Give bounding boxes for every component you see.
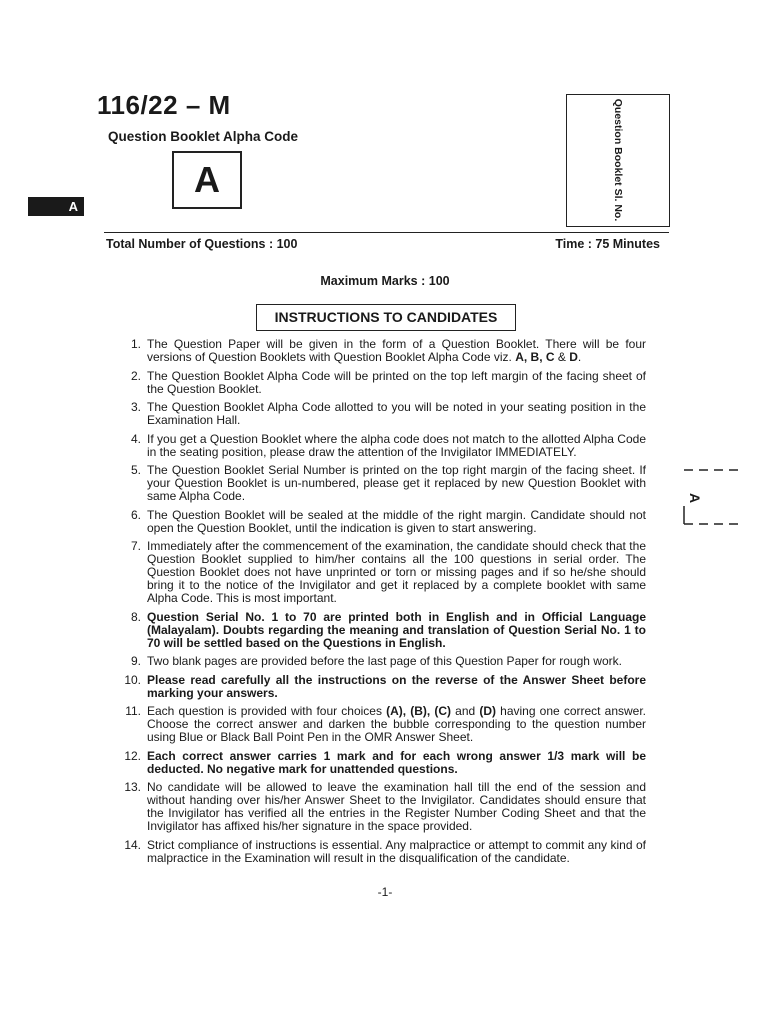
- instruction-text: [147, 705, 646, 744]
- time-allowed: Time : 75 Minutes: [555, 237, 660, 251]
- header-divider: [104, 232, 669, 233]
- instruction-text-segment: No candidate will be allowed to leave the examination hall till the end of the session and without handing over his/her Answer Sheet to the Invigilator. Candidates should ensure that the Invigilator has verified all the entries in the Register Number Coding Sheet and that the Invigilator has affixed his/her signature in the space provided.: [147, 780, 646, 833]
- instruction-item: [118, 705, 646, 744]
- instruction-text-segment: The Question Booklet Alpha Code allotted to you will be noted in your seating position in the Examination Hall.: [147, 400, 646, 427]
- instruction-item: [118, 839, 646, 865]
- instruction-item: [118, 509, 646, 535]
- instruction-number: 8.: [130, 609, 141, 624]
- instruction-text: [147, 401, 646, 427]
- instruction-number: 10.: [124, 672, 141, 687]
- instruction-text: [147, 370, 646, 396]
- page-number: -1-: [377, 885, 393, 899]
- instruction-text-segment: The Question Booklet Serial Number is printed on the top right margin of the facing sheet. If your Question Booklet is un-numbered, please get it replaced by new Question Booklet with same Alpha Code.: [147, 463, 646, 503]
- instruction-item: [118, 401, 646, 427]
- instruction-item: [118, 370, 646, 396]
- instruction-text-segment: having one correct answer. Choose the correct answer and darken the bubble corresponding to the question number using Blue or Black Ball Point Pen in the OMR Answer Sheet.: [147, 704, 647, 744]
- instruction-number: 5.: [130, 463, 141, 477]
- instructions-title: INSTRUCTIONS TO CANDIDATES: [256, 304, 516, 331]
- serial-number-label: Question Booklet Sl. No.: [612, 98, 624, 222]
- instruction-item: [118, 611, 646, 650]
- instruction-number: 4.: [130, 431, 141, 446]
- instruction-text: [147, 540, 646, 605]
- instructions-list: [118, 338, 646, 870]
- maximum-marks: Maximum Marks : 100: [320, 274, 450, 288]
- instruction-number: 7.: [130, 539, 141, 553]
- alpha-code-box: A: [172, 151, 242, 209]
- instruction-text: [147, 611, 646, 650]
- instruction-number: 1.: [130, 337, 141, 351]
- instruction-text-segment: If you get a Question Booklet where the alpha code does not match to the allotted Alpha Code in the seating position, please draw the attention of the Invigilator IMMEDIATELY.: [147, 431, 646, 459]
- instruction-number: 11.: [125, 704, 141, 718]
- side-tab-letter: A: [28, 197, 84, 216]
- instruction-text: [147, 433, 646, 459]
- instruction-text: [147, 781, 646, 833]
- instruction-number: 3.: [130, 400, 141, 414]
- instruction-number: 13.: [124, 780, 141, 794]
- instruction-text-segment: Immediately after the commencement of the examination, the candidate should check that the Question Booklet supplied to him/her contains all the 100 questions in serial order. The Question Booklet does not have unprinted or torn or missing pages and if so he/she should bring it to the notice of the Invigilator and get it replaced by a complete booklet with same Alpha Code. This is most important.: [147, 539, 646, 605]
- instruction-text-segment: &: [554, 350, 570, 364]
- instruction-text: [147, 464, 646, 503]
- instruction-text-segment: Each question is provided with four choices: [147, 704, 387, 718]
- exam-code: 116/22 – M: [97, 90, 231, 120]
- instruction-item: [118, 750, 646, 776]
- instruction-text-segment: The Question Paper will be given in the form of a Question Booklet. There will be four versions of Question Booklets with Question Booklet Alpha Code viz.: [147, 337, 646, 364]
- instruction-number: 9.: [130, 654, 141, 668]
- alpha-code-label: Question Booklet Alpha Code: [108, 129, 299, 144]
- instruction-number: 12.: [124, 748, 141, 763]
- instruction-text-segment: (D): [479, 704, 497, 718]
- instruction-text: [147, 674, 646, 700]
- total-questions: Total Number of Questions : 100: [106, 237, 298, 251]
- instruction-text: [147, 509, 646, 535]
- instruction-text-segment: (A), (B), (C): [386, 704, 452, 718]
- instruction-number: 6.: [130, 507, 141, 522]
- instruction-item: [118, 540, 646, 605]
- instruction-text: [147, 839, 646, 865]
- instruction-text-segment: The Question Booklet Alpha Code will be printed on the top left margin of the facing sheet of the Question Booklet.: [147, 368, 646, 396]
- instruction-text: [147, 655, 646, 668]
- instruction-text-segment: .: [577, 350, 582, 364]
- instruction-text-segment: Each correct answer carries 1 mark and for each wrong answer 1/3 mark will be deducted. No negative mark for unattended questions.: [147, 748, 646, 776]
- instruction-item: [118, 674, 646, 700]
- instruction-text: [147, 750, 646, 776]
- instruction-item: [118, 655, 646, 668]
- instruction-number: 14.: [124, 837, 141, 852]
- instruction-text-segment: Strict compliance of instructions is essential. Any malpractice or attempt to commit any kind of malpractice in the Examination will result in the disqualification of the candidate.: [147, 837, 646, 865]
- instruction-text-segment: D: [569, 350, 578, 364]
- seal-margin-letter: A: [687, 492, 704, 504]
- instruction-text-segment: and: [451, 704, 480, 718]
- instruction-item: [118, 433, 646, 459]
- instruction-text-segment: Question Serial No. 1 to 70 are printed both in English and in Official Language (Malayalam). Doubts regarding the meaning and translation of Question Serial No. 1 to 70 will be settled based on the Questions in English.: [147, 609, 646, 650]
- instruction-text: [147, 338, 646, 364]
- instruction-text-segment: Please read carefully all the instructions on the reverse of the Answer Sheet before marking your answers.: [147, 672, 646, 700]
- instruction-item: [118, 338, 646, 364]
- instruction-text-segment: A, B, C: [515, 350, 555, 364]
- instruction-number: 2.: [130, 368, 141, 383]
- instruction-text-segment: Two blank pages are provided before the last page of this Question Paper for rough work.: [147, 654, 622, 668]
- instruction-item: [118, 781, 646, 833]
- instruction-text-segment: The Question Booklet will be sealed at the middle of the right margin. Candidate should not open the Question Booklet, until the indication is given to start answering.: [147, 507, 646, 535]
- instruction-item: [118, 464, 646, 503]
